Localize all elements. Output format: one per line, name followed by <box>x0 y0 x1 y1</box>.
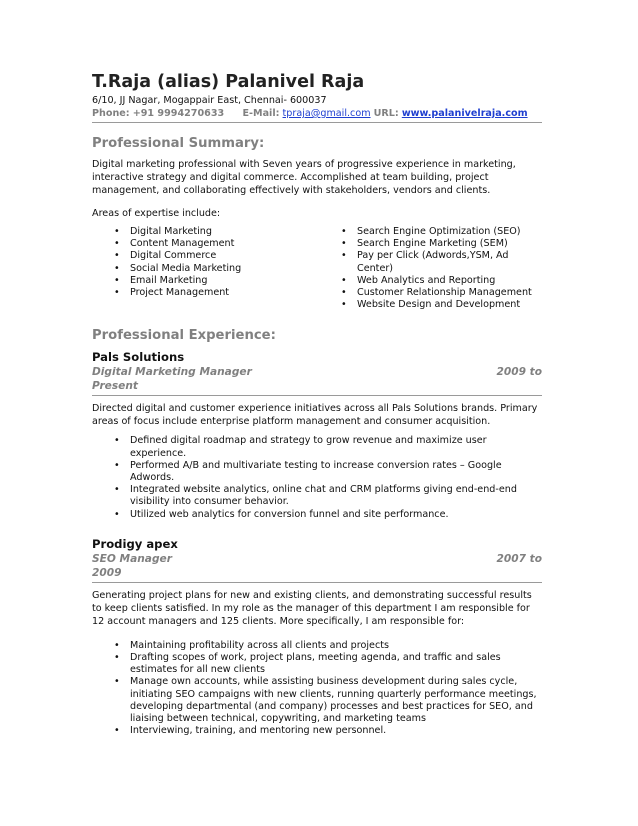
job-entry <box>92 350 542 520</box>
list-item: • Digital Commerce <box>114 250 341 262</box>
resume-page <box>92 70 542 737</box>
role-row <box>92 552 542 566</box>
job-entry <box>92 537 542 738</box>
company-name: Pals Solutions <box>92 350 185 365</box>
job-dates-end: 2009 <box>92 566 122 579</box>
job-dates: 2007 to <box>496 552 542 565</box>
expertise-list-left <box>114 226 341 311</box>
summary-section <box>92 135 542 311</box>
contact-line <box>92 107 542 120</box>
list-item: • Customer Relationship Management <box>341 287 541 299</box>
list-item: • Website Design and Development <box>341 299 541 311</box>
summary-text: Digital marketing professional with Seven years of progressive experience in marketing, interactive strategy and digital commerce. Accomplished at team building, project management, and collaborating effectively with stakeholders, vendors and clients. <box>92 159 516 196</box>
header <box>92 70 542 123</box>
header-divider <box>92 122 542 123</box>
company-name: Prodigy apex <box>92 536 178 551</box>
candidate-name: T.Raja (alias) Palanivel Raja <box>92 72 365 92</box>
list-item: • Web Analytics and Reporting <box>341 275 541 287</box>
list-item: • Project Management <box>114 287 341 299</box>
job-divider <box>92 582 542 583</box>
expertise-columns <box>92 226 542 311</box>
list-item: • Maintaining profitability across all clients and projects <box>114 640 542 652</box>
role-row <box>92 365 542 379</box>
list-item: • Utilized web analytics for conversion funnel and site performance. <box>114 509 542 521</box>
list-item: • Search Engine Marketing (SEM) <box>341 238 541 250</box>
experience-section <box>92 327 542 737</box>
areas-label: Areas of expertise include: <box>92 208 221 219</box>
website-link[interactable]: www.palanivelraja.com <box>401 108 528 119</box>
list-item: • Integrated website analytics, online chat and CRM platforms giving end-end-end visibility into consumer behavior. <box>114 484 542 508</box>
phone-number: +91 9994270633 <box>132 108 225 119</box>
list-item: • Pay per Click (Adwords,YSM, Ad Center) <box>341 250 541 274</box>
job-title: SEO Manager <box>92 552 172 565</box>
list-item: • Drafting scopes of work, project plans, meeting agenda, and traffic and sales estimates for all new clients <box>114 652 542 676</box>
list-item: • Social Media Marketing <box>114 263 341 275</box>
experience-heading: Professional Experience: <box>92 328 276 344</box>
job-bullets <box>92 435 542 520</box>
list-item: • Search Engine Optimization (SEO) <box>341 226 541 238</box>
list-item: • Manage own accounts, while assisting business development during sales cycle, initiating SEO campaigns with new clients, running quarterly performance meetings, developing departmental (and company) processes and best practices for SEO, and liaising between technical, copywriting, and marketing teams <box>114 676 542 725</box>
phone-label: Phone: <box>92 108 130 119</box>
email-link[interactable]: tpraja@gmail.com <box>282 108 371 119</box>
list-item: • Email Marketing <box>114 275 341 287</box>
job-divider <box>92 395 542 396</box>
job-description: Directed digital and customer experience initiatives across all Pals Solutions brands. Primary areas of focus include enterprise platform management and consumer acquisition. <box>92 403 538 428</box>
expertise-list-right <box>341 226 541 311</box>
list-item: • Digital Marketing <box>114 226 341 238</box>
address: 6/10, JJ Nagar, Mogappair East, Chennai- 600037 <box>92 95 327 106</box>
list-item: • Defined digital roadmap and strategy to grow revenue and maximize user experience. <box>114 435 542 459</box>
email-label: E-Mail: <box>242 108 280 119</box>
job-bullets <box>92 640 542 738</box>
list-item: • Performed A/B and multivariate testing to increase conversion rates – Google Adwords. <box>114 460 542 484</box>
job-description: Generating project plans for new and existing clients, and demonstrating successful results to keep clients satisfied. In my role as the manager of this department I am responsible for 12 account managers and 125 clients. More specifically, I am responsible for: <box>92 589 532 627</box>
summary-heading: Professional Summary: <box>92 136 265 151</box>
job-dates-end: Present <box>92 380 138 393</box>
job-dates: 2009 to <box>496 366 542 379</box>
job-title: Digital Marketing Manager <box>92 366 252 379</box>
list-item: • Content Management <box>114 238 341 250</box>
url-label: URL: <box>373 108 399 119</box>
list-item: • Interviewing, training, and mentoring new personnel. <box>114 725 542 737</box>
